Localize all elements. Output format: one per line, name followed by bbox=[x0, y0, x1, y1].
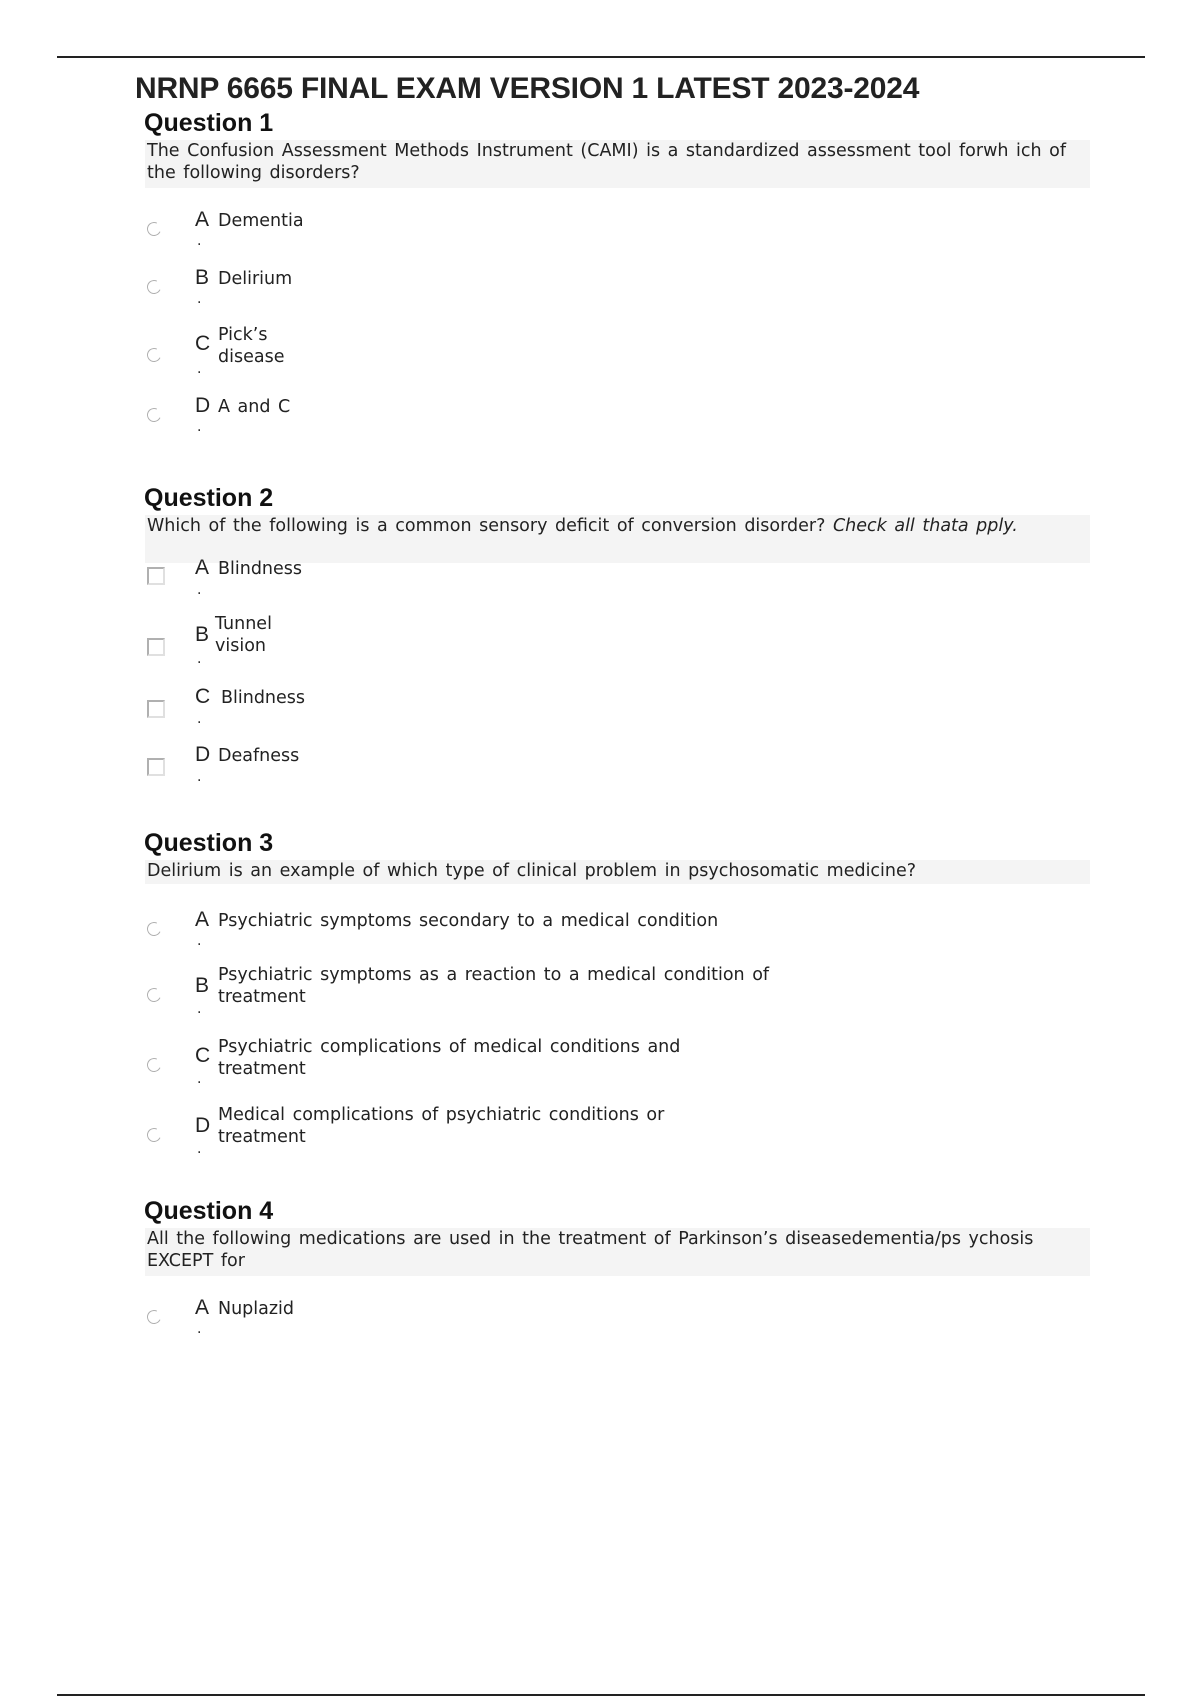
option-letter: A bbox=[195, 908, 210, 931]
option-dot: . bbox=[197, 419, 202, 435]
option-text: Nuplazid bbox=[218, 1299, 295, 1319]
radio-button[interactable] bbox=[145, 278, 163, 296]
option-text: Dementia bbox=[218, 211, 304, 231]
option-text: Blindness bbox=[221, 688, 306, 708]
option-text: Delirium bbox=[218, 269, 293, 289]
question-instruction: Check all thata pply. bbox=[832, 516, 1018, 536]
option-d[interactable] bbox=[145, 394, 1090, 452]
option-b[interactable] bbox=[145, 614, 1090, 688]
option-letter: D bbox=[195, 743, 211, 766]
option-d[interactable] bbox=[145, 743, 1090, 804]
option-text: Tunnel vision bbox=[215, 614, 272, 656]
option-text: Psychiatric symptoms as a reaction to a medical condition of treatment bbox=[218, 965, 770, 1007]
option-dot: . bbox=[197, 651, 202, 667]
question-text-main: Which of the following is a common sensory deficit of conversion disorder? bbox=[147, 516, 826, 536]
option-d[interactable] bbox=[145, 1106, 1090, 1176]
option-text: A and C bbox=[218, 397, 291, 417]
option-a[interactable] bbox=[145, 908, 1090, 966]
radio-button[interactable] bbox=[145, 920, 163, 938]
option-c[interactable] bbox=[145, 685, 1090, 746]
radio-button[interactable] bbox=[145, 1126, 163, 1144]
option-letter: B bbox=[195, 623, 210, 646]
option-text: Blindness bbox=[218, 559, 303, 579]
top-rule bbox=[57, 56, 1145, 58]
option-text: Pick’s disease bbox=[218, 325, 285, 367]
option-letter: A bbox=[195, 556, 210, 579]
option-dot: . bbox=[197, 361, 202, 377]
option-dot: . bbox=[197, 1071, 202, 1087]
radio-button[interactable] bbox=[145, 986, 163, 1004]
option-b[interactable] bbox=[145, 966, 1090, 1036]
option-dot: . bbox=[197, 233, 202, 249]
checkbox[interactable] bbox=[147, 567, 165, 585]
option-letter: D bbox=[195, 1114, 211, 1137]
option-letter: C bbox=[195, 1044, 211, 1067]
option-letter: C bbox=[195, 685, 211, 708]
option-dot: . bbox=[197, 291, 202, 307]
question-3 bbox=[145, 828, 1090, 1176]
option-a[interactable] bbox=[145, 556, 1090, 618]
radio-button[interactable] bbox=[145, 1308, 163, 1326]
option-b[interactable] bbox=[145, 266, 1090, 324]
option-text: Psychiatric complications of medical conditions and treatment bbox=[218, 1037, 681, 1079]
question-1 bbox=[145, 108, 1090, 452]
question-heading: Question 4 bbox=[144, 1197, 274, 1225]
question-heading: Question 2 bbox=[144, 484, 274, 512]
question-text: Delirium is an example of which type of clinical problem in psychosomatic medicine? bbox=[145, 860, 1090, 884]
document-title: NRNP 6665 FINAL EXAM VERSION 1 LATEST 2023-2024 bbox=[135, 72, 920, 105]
option-letter: A bbox=[195, 208, 210, 231]
option-dot: . bbox=[197, 711, 202, 727]
question-heading: Question 1 bbox=[144, 109, 274, 137]
option-dot: . bbox=[197, 769, 202, 785]
option-dot: . bbox=[197, 1321, 202, 1337]
radio-button[interactable] bbox=[145, 220, 163, 238]
option-letter: B bbox=[195, 974, 210, 997]
checkbox[interactable] bbox=[147, 758, 165, 776]
option-letter: D bbox=[195, 394, 211, 417]
question-text: The Confusion Assessment Methods Instrument (CAMI) is a standardized assessment tool forwh ich of the following disorders? bbox=[145, 140, 1090, 188]
option-dot: . bbox=[197, 1001, 202, 1017]
question-4 bbox=[145, 1196, 1090, 1354]
question-text bbox=[145, 515, 1090, 563]
option-letter: A bbox=[195, 1296, 210, 1319]
radio-button[interactable] bbox=[145, 1056, 163, 1074]
option-dot: . bbox=[197, 933, 202, 949]
bottom-rule bbox=[57, 1694, 1145, 1696]
question-2 bbox=[145, 483, 1090, 804]
option-dot: . bbox=[197, 582, 202, 598]
option-letter: C bbox=[195, 332, 211, 355]
option-a[interactable] bbox=[145, 208, 1090, 266]
question-text: All the following medications are used in the treatment of Parkinson’s diseasedementia/ps ychosis EXCEPT for bbox=[145, 1228, 1090, 1276]
option-text: Deafness bbox=[218, 746, 300, 766]
option-dot: . bbox=[197, 1141, 202, 1157]
option-a[interactable] bbox=[145, 1296, 1090, 1354]
option-c[interactable] bbox=[145, 1036, 1090, 1106]
option-text: Psychiatric symptoms secondary to a medical condition bbox=[218, 911, 719, 931]
radio-button[interactable] bbox=[145, 346, 163, 364]
checkbox[interactable] bbox=[147, 638, 165, 656]
option-c[interactable] bbox=[145, 324, 1090, 394]
checkbox[interactable] bbox=[147, 700, 165, 718]
option-text: Medical complications of psychiatric conditions or treatment bbox=[218, 1105, 665, 1147]
radio-button[interactable] bbox=[145, 406, 163, 424]
question-heading: Question 3 bbox=[144, 829, 274, 857]
option-letter: B bbox=[195, 266, 210, 289]
